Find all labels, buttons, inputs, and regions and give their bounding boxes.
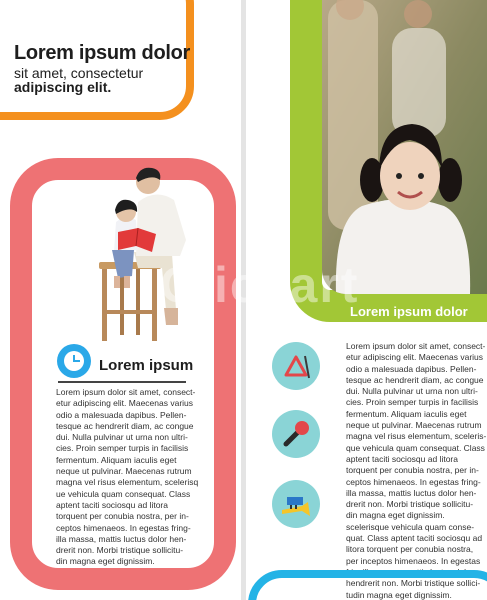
- body-text-line: neque ut pulvinar. Maecenas rutrum: [56, 466, 192, 477]
- body-text-line: scelerisque vehicula quam conse-: [346, 521, 475, 532]
- body-text-line: ue vehicula quam consequat. Class: [56, 488, 191, 499]
- body-text-line: ceptos himenaeos. In egestas fring-: [346, 476, 481, 487]
- body-text-line: per inceptos himenaeos. In egestas: [346, 555, 481, 566]
- body-text-line: cies. Proin semper turpis in facilisis: [346, 397, 479, 408]
- clock-icon: [57, 344, 91, 378]
- body-text-line: tudin magna eget dignissim.: [346, 589, 452, 600]
- body-text-line: ceptos himenaeos. In egestas fring-: [56, 522, 191, 533]
- body-text-line: odio a malesuada dapibus. Pellen-: [56, 409, 187, 420]
- smiling-girl-photo: [322, 0, 487, 294]
- body-text-line: din magna eget dignissim.: [56, 556, 155, 567]
- body-text-line: tesque ac hendrerit diam, ac congue: [346, 374, 484, 385]
- body-text-line: Lorem ipsum dolor sit amet, consect-: [346, 341, 486, 351]
- body-text-line: torquent per conubia nostra, per in-: [56, 511, 189, 522]
- body-text-line: fermentum. Aliquam iaculis eget: [56, 454, 177, 465]
- header-subtitle-line-1: sit amet, consectetur: [14, 65, 144, 81]
- body-text-line: illa massa, mattis luctus dolor hen-: [56, 533, 187, 544]
- body-text-line: hendrerit non. Morbi tristique sollici-: [346, 578, 481, 589]
- body-text-line: odio a malesuada dapibus. Pellen-: [346, 363, 477, 374]
- bottom-frame: [248, 570, 487, 600]
- body-text-line: Lorem ipsum dolor sit amet, consect-: [56, 387, 196, 397]
- body-text-line: dui. Nulla pulvinar ut urna non ultri-: [56, 432, 188, 443]
- triangle-instrument-icon: [272, 342, 320, 390]
- header-subtitle-line-2: adipiscing elit.: [14, 79, 112, 95]
- body-text-line: drerit non. Morbi tristique sollicitu-: [346, 499, 474, 510]
- right-body-text: [346, 341, 487, 600]
- card-divider: [58, 381, 186, 383]
- body-text-line: dui. Nulla pulvinar ut urna non ultri-: [346, 386, 478, 397]
- header-subtitle: [14, 66, 184, 94]
- photo-caption: Lorem ipsum dolor: [350, 304, 468, 319]
- body-text-line: etur adipiscing elit. Maecenas varius: [56, 398, 194, 409]
- body-text-line: aptent taciti sociosqu ad litora: [346, 453, 458, 464]
- header-title: Lorem ipsum dolor: [14, 42, 191, 64]
- body-text-line: fermentum. Aliquam iaculis eget: [346, 408, 467, 419]
- body-text-line: etur adipiscing elit. Maecenas varius: [346, 352, 484, 363]
- father-daughter-reading-photo: [94, 160, 202, 350]
- body-text-line: aptent taciti sociosqu ad litora: [56, 499, 168, 510]
- body-text-line: din magna eget dignissim.: [346, 510, 445, 521]
- body-text-line: drerit non. Morbi tristique sollicitu-: [56, 545, 184, 556]
- microphone-icon: [272, 410, 320, 458]
- body-text-line: illa massa, mattis luctus dolor hen-: [346, 487, 477, 498]
- body-text-line: magna vel risus elementum, sceleris-: [346, 431, 487, 442]
- trumpet-icon: [272, 480, 320, 528]
- body-text-line: cies. Proin semper turpis in facilisis: [56, 443, 189, 454]
- body-text-line: litora torquent per conubia nostra,: [346, 544, 474, 555]
- body-text-line: quat. Class aptent taciti sociosqu ad: [346, 533, 483, 544]
- watermark: Clickart: [160, 257, 360, 313]
- body-text-line: torquent per conubia nostra, per in-: [346, 465, 479, 476]
- body-text-line: neque ut pulvinar. Maecenas rutrum: [346, 420, 482, 431]
- body-text-line: fringilla massa, mattis luctus dolor: [346, 566, 474, 577]
- body-text-line: magna vel risus elementum, scelerisq: [56, 477, 199, 488]
- body-text-line: que vehicula quam consequat. Class: [346, 442, 485, 453]
- body-text-line: tesque ac hendrerit diam, ac congue: [56, 420, 194, 431]
- card-subtitle: Lorem ipsum: [99, 357, 194, 374]
- card-body-text: [56, 387, 199, 568]
